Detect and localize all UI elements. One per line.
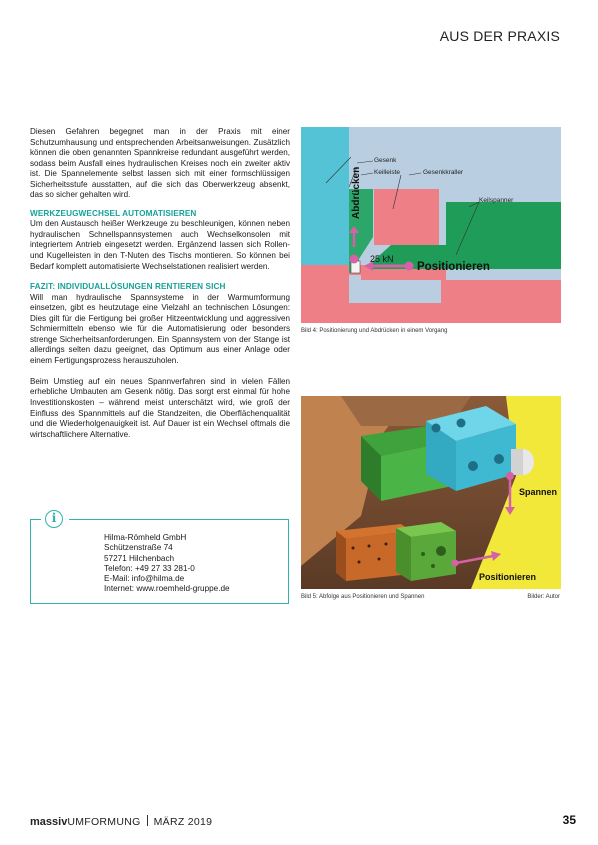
contact-box — [30, 511, 289, 604]
label-positionieren: Positionieren — [417, 261, 490, 273]
page-number: 35 — [562, 813, 576, 827]
label-gesenk: Gesenk — [374, 157, 397, 164]
figure-credit: Bilder: Autor — [527, 594, 560, 600]
figure-spannen — [301, 396, 561, 589]
label-force: 25 kN — [370, 254, 394, 264]
issue-date: MÄRZ 2019 — [153, 816, 213, 828]
subheading: FAZIT: INDIVIDUALLÖSUNGEN RENTIEREN SICH — [30, 282, 226, 292]
paragraph: Diesen Gefahren begegnet man in der Praxis mit einer Schutzumhausung und entsprechenden Arbeitsanweisungen. Zusätzlich können die oben genannten Spannkreise redundant ausgeführt werden, sodass beim Ausfall eines hydraulischen Kreises noch ein zweiter aktiv ist. Die Spannelemente selbst lassen sich mit einer formschlüssigen Sicherheitsstufe ausstatten, auf die sich das Oberwerkzeug absenkt, das so sicher gehalten wird. — [30, 127, 290, 200]
contact-city: 57271 Hilchenbach — [104, 553, 175, 563]
label-keilspanner: Keilspanner — [479, 197, 514, 204]
divider — [147, 815, 148, 826]
contact-street: Schützenstraße 74 — [104, 543, 173, 553]
label-keilleiste: Keilleiste — [374, 169, 401, 176]
contact-phone: Telefon: +49 27 33 281-0 — [104, 563, 195, 573]
contact-company: Hilma-Römheld GmbH — [104, 533, 187, 542]
figure-caption: Bild 5: Abfolge aus Positionieren und Spannen — [301, 594, 425, 600]
render-illustration — [301, 396, 561, 589]
paragraph: Beim Umstieg auf ein neues Spannverfahren sind in vielen Fällen erhebliche Umbauten am Gesenk nötig. Das sorgt erst einmal für hohe Investitionskosten – während meist unterschätzt wird, wie groß der Einfluss des Spannmittels auf die Standzeiten, die Oberflächenqualität und die Wiederholgenauigkeit ist. Auf Dauer ist ein Wechsel oftmals die wirtschaftlichere Alternative. — [30, 376, 290, 439]
brand-rest: UMFORMUNG — [67, 816, 141, 828]
label-positionieren-2: Positionieren — [479, 572, 537, 582]
label-gesenkkrallen: Gesenkkraller — [423, 169, 464, 176]
paragraph: Will man hydraulische Spannsysteme in der Warmumformung einsetzen, gibt es heutzutage eine Vielzahl an technischen Lösungen: Dies gilt für die Fertigung bei großer Hitzeentwicklung und aggressiven Schmiermitteln ebenso wie für die Automatisierung oder besonders strenge Sicherheitsanforderungen. Ein Spannsystem von der Stange ist allerdings selten dazu geeignet, das Optimum aus einer Anlage oder einem Fertigungsprozess herauszuholen. — [30, 292, 290, 365]
subheading: WERKZEUGWECHSEL AUTOMATISIEREN — [30, 208, 197, 218]
info-icon: i — [41, 510, 69, 530]
contact-details — [104, 533, 230, 595]
section-title: AUS DER PRAXIS — [439, 28, 560, 44]
brand-bold: massiv — [30, 816, 68, 828]
figure-positionierung — [301, 127, 561, 323]
label-abdruecken: Abdrücken — [351, 166, 362, 219]
contact-web: Internet: www.roemheld-gruppe.de — [104, 584, 230, 594]
figure-caption: Bild 4: Positionierung und Abdrücken in einem Vorgang — [301, 328, 448, 334]
contact-email: E-Mail: info@hilma.de — [104, 574, 185, 584]
schematic-diagram — [301, 127, 561, 323]
paragraph: Um den Austausch heißer Werkzeuge zu beschleunigen, können neben hydraulischen Schnellspannsystemen auch Wechselkonsolen mit integriertem Antrieb eingesetzt werden. Ergänzend lassen sich Rollen- und Kugelleisten in den T-Nuten des Tischs montieren. So können bei Bedarf komplett automatisierte Wechselstationen realisiert werden. — [30, 219, 290, 271]
article-body — [30, 127, 290, 440]
label-spannen: Spannen — [519, 487, 558, 497]
footer-brand — [30, 815, 212, 828]
